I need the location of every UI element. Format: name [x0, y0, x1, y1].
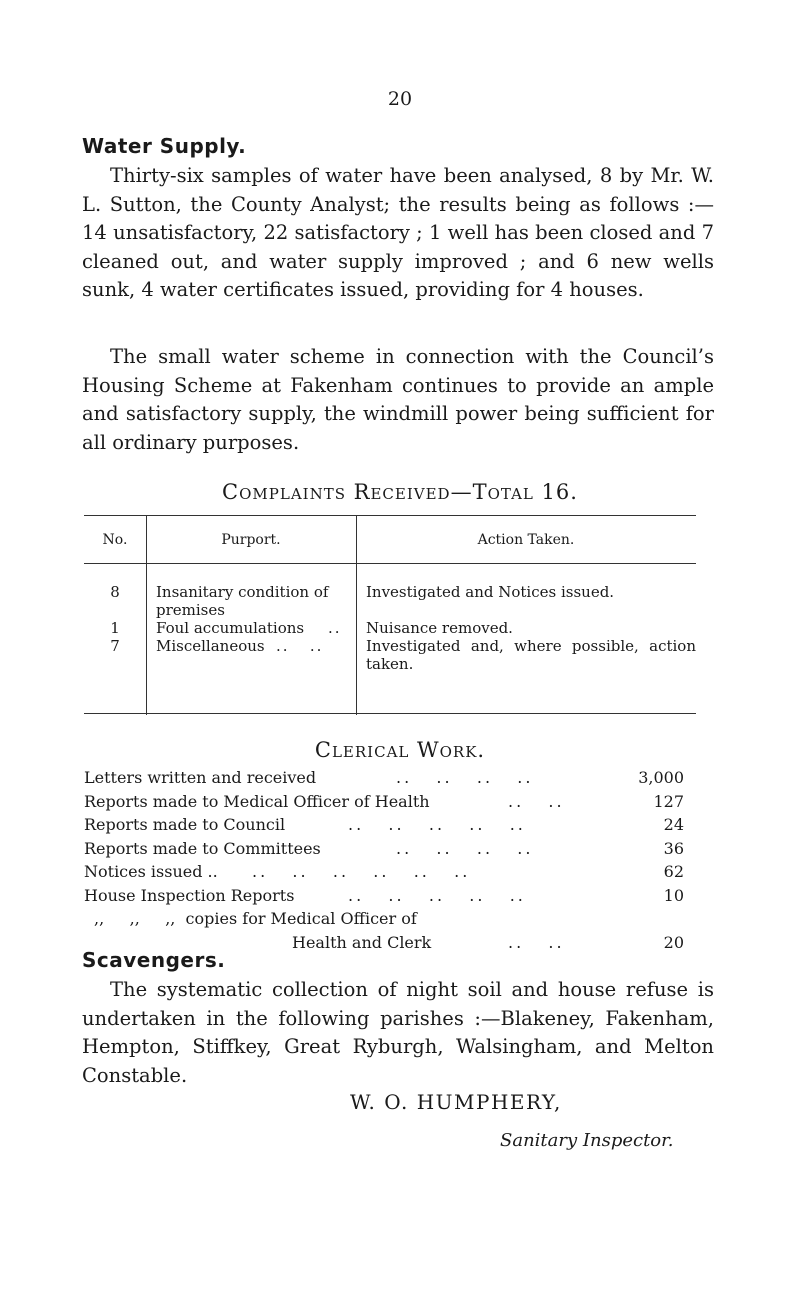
row-no: 1: [110, 619, 120, 637]
complaints-title: Complaints Received—Total 16.: [222, 480, 578, 504]
signature-title: Sanitary Inspector.: [500, 1130, 674, 1151]
header-purport: Purport.: [221, 532, 281, 548]
row-purport: Miscellaneous: [156, 637, 265, 655]
clerical-title: Clerical Work.: [314, 738, 486, 762]
row-action: Investigated and, where possible, action taken.: [366, 637, 696, 673]
item-label: Reports made to Committees: [84, 838, 321, 858]
page-number: 20: [387, 88, 413, 110]
water-supply-paragraph-2-text: The small water scheme in connection with the Council’s Housing Scheme at Fakenham continues to provide an ample and satisfactory supply, the windmill power being sufficient for all ordinary purposes.: [82, 345, 714, 454]
list-item: [84, 884, 684, 908]
table-top-rule: [84, 515, 696, 516]
table-header-rule: [84, 563, 696, 564]
row-purport: Foul accumulations: [156, 619, 305, 637]
row-action: Nuisance removed.: [366, 619, 513, 637]
row-leader-dots: ..: [328, 619, 342, 637]
row-purport: Insanitary condition of premises: [156, 583, 329, 619]
list-item: [84, 907, 684, 931]
item-dots: .. .. .. .. .. ..: [252, 862, 471, 881]
item-label: Health and Clerk: [292, 932, 432, 952]
list-item: [84, 790, 684, 814]
header-no: No.: [102, 532, 128, 548]
header-action: Action Taken.: [477, 532, 575, 548]
item-dots: .. .. .. ..: [396, 838, 534, 858]
row-action: Investigated and Notices issued.: [366, 583, 615, 601]
scavengers-paragraph-text: The systematic collection of night soil and house refuse is undertaken in the following parishes :—Blakeney, Fakenham, Hempton, Stiffkey, Great Ryburgh, Walsingham, and Melton Constable.: [82, 978, 714, 1087]
item-value: 10: [663, 885, 684, 905]
complaints-table: [84, 515, 696, 715]
item-label: ,, ,, ,, copies for Medical Officer of: [94, 909, 417, 928]
table-bottom-rule: [84, 713, 696, 714]
item-label: House Inspection Reports: [84, 885, 295, 905]
item-label: Letters written and received: [84, 768, 317, 787]
row-no: 8: [110, 583, 120, 601]
item-label: Notices issued ..: [84, 862, 218, 881]
item-value: 62: [663, 862, 684, 881]
item-dots: .. .. .. .. ..: [348, 815, 526, 834]
clerical-list: [84, 766, 684, 954]
water-supply-heading: Water Supply.: [82, 134, 247, 158]
item-dots: .. .. .. .. ..: [348, 885, 526, 905]
item-value: 36: [663, 838, 684, 858]
item-label: Reports made to Council: [84, 815, 286, 834]
scavengers-paragraph: [82, 976, 714, 1090]
row-leader-dots: .. ..: [276, 637, 324, 655]
item-dots: .. ..: [508, 791, 565, 811]
list-item: [84, 766, 684, 790]
list-item: [84, 860, 684, 884]
list-item: [84, 813, 684, 837]
row-no: 7: [110, 637, 120, 655]
water-supply-paragraph-2: [82, 343, 714, 457]
water-supply-paragraph-1-text: Thirty-six samples of water have been analysed, 8 by Mr. W. L. Sutton, the County Analyst; the results being as follows :—14 unsatisfactory, 22 satisfactory ; 1 well has been closed and 7 cleaned out, and water supply improved ; and 6 new wells sunk, 4 water certificates issued, providing for 4 houses.: [82, 164, 714, 301]
scavengers-heading: Scavengers.: [82, 948, 226, 972]
item-dots: .. ..: [508, 932, 565, 952]
item-value: 127: [653, 791, 684, 811]
item-value: 20: [663, 932, 684, 952]
list-item: [84, 837, 684, 861]
item-dots: .. .. .. ..: [396, 768, 534, 787]
signature-name: W. O. HUMPHERY,: [350, 1090, 562, 1114]
item-label: Reports made to Medical Officer of Health: [84, 791, 430, 811]
item-value: 3,000: [638, 768, 684, 787]
water-supply-paragraph-1: [82, 162, 714, 305]
item-value: 24: [663, 815, 684, 834]
